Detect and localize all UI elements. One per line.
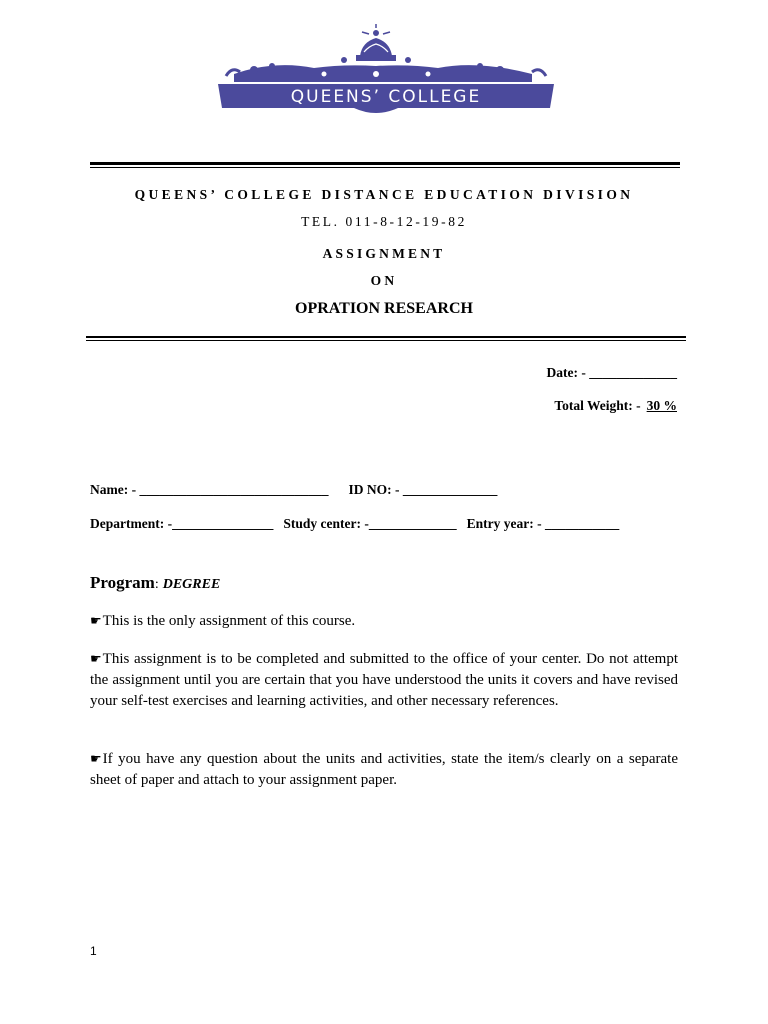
name-field: Name: - ____________________________ [90, 482, 329, 497]
college-logo [214, 22, 558, 118]
total-weight-label: Total Weight: - [554, 398, 641, 413]
id-no-field: ID NO: - ______________ [348, 482, 498, 497]
instruction-2-text: This assignment is to be completed and submitted to the office of your center. Do not attempt the assignment until you are certain that you have understood the units it covers and have revised your self-test exercises and learning activities, and other necessary references. [90, 651, 678, 709]
on-heading: ON [370, 273, 398, 288]
instruction-3 [90, 748, 678, 791]
date-label: Date: - [546, 365, 586, 380]
instruction-1-text: This is the only assignment of this course. [102, 613, 356, 629]
header-top-rule [90, 162, 680, 168]
instruction-3-text: If you have any question about the units and activities, state the item/s clearly on a separate sheet of paper and attach to your assignment paper. [90, 751, 678, 788]
program-line [90, 573, 220, 593]
page-number: 1 [90, 944, 97, 958]
department-field: Department: -_______________ [90, 516, 274, 531]
assignment-heading: ASSIGNMENT [322, 246, 446, 261]
pointing-hand-icon: ☛ [90, 751, 102, 766]
telephone-line: TEL. 011-8-12-19-82 [301, 214, 467, 229]
entry-year-field: Entry year: - ___________ [466, 516, 620, 531]
instruction-2 [90, 648, 678, 712]
study-center-field: Study center: -_____________ [283, 516, 457, 531]
pointing-hand-icon: ☛ [90, 651, 102, 666]
program-label: Program [90, 573, 155, 592]
logo-text: QUEENS’ COLLEGE [290, 87, 482, 107]
date-blank: _____________ [589, 365, 677, 380]
total-weight-value: 30 % [646, 398, 677, 413]
header-bottom-rule [86, 336, 686, 341]
student-info-row-2 [90, 516, 619, 532]
total-weight-field [554, 398, 677, 414]
date-field [547, 365, 677, 381]
instruction-1 [90, 610, 678, 632]
division-title: QUEENS’ COLLEGE DISTANCE EDUCATION DIVISION [134, 187, 634, 202]
student-info-row-1 [90, 482, 497, 498]
subject-title: OPRATION RESEARCH [295, 300, 473, 317]
program-colon: : [154, 577, 159, 592]
program-value: DEGREE [162, 577, 221, 592]
pointing-hand-icon: ☛ [90, 613, 102, 628]
